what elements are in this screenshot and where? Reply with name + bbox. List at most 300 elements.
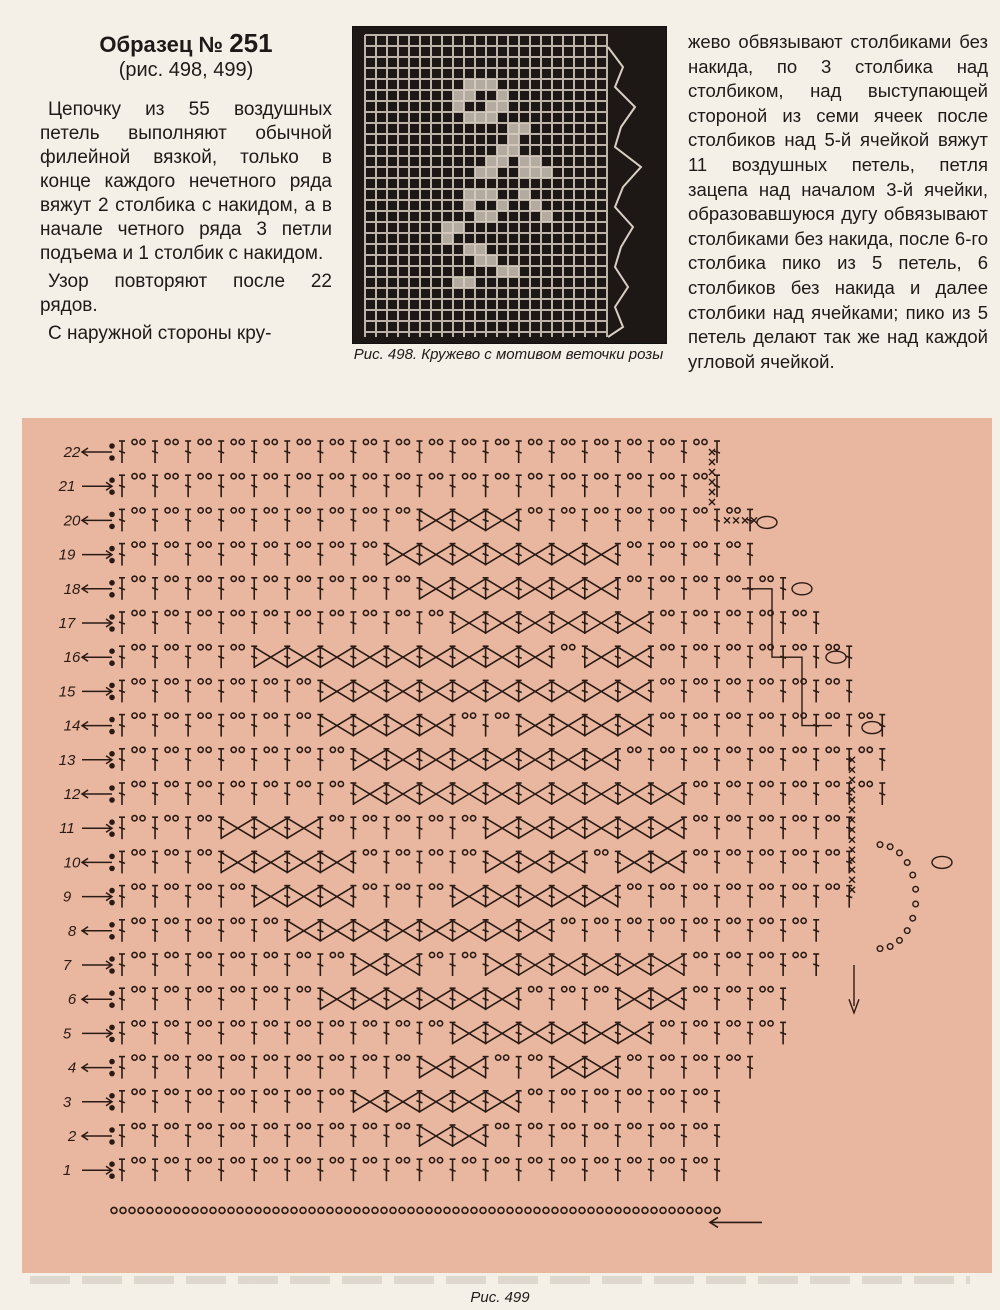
turning-chain — [110, 832, 114, 836]
dc-stitch-bar — [747, 656, 753, 658]
dc-stitch-bar — [714, 690, 720, 692]
chain-stitch — [305, 1055, 310, 1060]
chain-stitch — [735, 781, 740, 786]
dc-stitch-bar — [119, 896, 125, 898]
chain-stitch — [206, 542, 211, 547]
dc-stitch-bar — [615, 690, 621, 692]
dc-stitch-bar — [450, 827, 456, 829]
chain-stitch — [272, 542, 277, 547]
dc-stitch-bar — [483, 930, 489, 932]
dc-stitch-bar — [119, 827, 125, 829]
dc-stitch-bar — [218, 690, 224, 692]
dc-stitch-bar — [681, 793, 687, 795]
row-number-label: 10 — [63, 854, 81, 872]
dc-stitch-bar — [582, 1169, 588, 1171]
chain-stitch — [595, 987, 600, 992]
dc-stitch-bar — [549, 1032, 555, 1034]
chain-stitch — [173, 508, 178, 513]
chain-stitch — [173, 1089, 178, 1094]
chain-stitch — [429, 850, 434, 855]
chain-stitch — [669, 1207, 675, 1213]
chain-stitch — [132, 645, 137, 650]
chain-stitch — [529, 508, 534, 513]
dc-stitch-bar — [119, 793, 125, 795]
dc-stitch-bar — [648, 998, 654, 1000]
dc-stitch-bar — [681, 759, 687, 761]
chain-stitch — [694, 576, 699, 581]
dc-stitch-bar — [549, 588, 555, 590]
dc-stitch-bar — [185, 896, 191, 898]
chain-stitch — [669, 884, 674, 889]
chain-stitch — [330, 1089, 335, 1094]
chain-stitch — [264, 1021, 269, 1026]
dc-stitch-bar — [780, 896, 786, 898]
chain-stitch — [661, 679, 666, 684]
chain-stitch — [264, 1207, 270, 1213]
turning-chain — [110, 1025, 114, 1029]
dc-stitch-bar — [417, 451, 423, 453]
chain-stitch — [327, 1207, 333, 1213]
chain-stitch — [669, 576, 674, 581]
chain-stitch — [264, 1123, 269, 1128]
chain-stitch — [793, 747, 798, 752]
dc-stitch-bar — [284, 690, 290, 692]
chain-stitch — [173, 439, 178, 444]
dc-stitch-bar — [615, 930, 621, 932]
chain-stitch — [165, 1123, 170, 1128]
heading-label: Образец № — [99, 32, 224, 57]
chain-stitch — [768, 918, 773, 923]
dc-stitch-bar — [284, 519, 290, 521]
dc-stitch-bar — [251, 690, 257, 692]
chain-stitch — [231, 508, 236, 513]
row-number-label: 1 — [62, 1162, 72, 1180]
dc-stitch-bar — [417, 554, 423, 556]
chain-stitch — [834, 781, 839, 786]
dc-stitch-bar — [317, 759, 323, 761]
dc-stitch-bar — [549, 896, 555, 898]
chain-stitch — [694, 439, 699, 444]
chain-stitch — [404, 508, 409, 513]
chain-stitch — [231, 884, 236, 889]
dc-stitch-bar — [648, 1067, 654, 1069]
chain-stitch — [437, 1158, 442, 1163]
chain-stitch — [132, 747, 137, 752]
chain-stitch — [498, 1207, 504, 1213]
chain-stitch — [165, 508, 170, 513]
chain-stitch — [702, 884, 707, 889]
chain-stitch — [165, 1207, 171, 1213]
dc-stitch-bar — [483, 1169, 489, 1171]
chain-stitch — [297, 952, 302, 957]
dc-stitch-bar — [152, 725, 158, 727]
chain-stitch — [173, 1158, 178, 1163]
dc-stitch-bar — [615, 656, 621, 658]
chain-stitch — [735, 1021, 740, 1026]
dc-stitch-bar — [648, 519, 654, 521]
chain-stitch — [165, 747, 170, 752]
chain-stitch — [201, 1207, 207, 1213]
dc-stitch-bar — [119, 554, 125, 556]
dc-stitch-bar — [383, 485, 389, 487]
chain-stitch — [165, 884, 170, 889]
dc-stitch-bar — [350, 451, 356, 453]
chain-stitch — [603, 987, 608, 992]
dc-stitch-bar — [681, 690, 687, 692]
chain-stitch — [529, 1123, 534, 1128]
crochet-chart-diagram — [22, 418, 992, 1273]
dc-stitch-bar — [450, 588, 456, 590]
chain-stitch — [239, 645, 244, 650]
chain-stitch — [661, 1021, 666, 1026]
chain-stitch — [570, 1158, 575, 1163]
chain-stitch — [206, 576, 211, 581]
dc-stitch-bar — [119, 656, 125, 658]
chain-stitch — [264, 918, 269, 923]
dc-stitch-bar — [582, 964, 588, 966]
dc-stitch-bar — [516, 759, 522, 761]
chain-stitch — [694, 508, 699, 513]
chain-stitch — [826, 781, 831, 786]
chain-stitch — [228, 1207, 234, 1213]
chain-stitch — [363, 542, 368, 547]
chain-stitch — [330, 1021, 335, 1026]
chain-stitch — [496, 713, 501, 718]
dc-stitch-bar — [582, 725, 588, 727]
chain-stitch — [702, 816, 707, 821]
chain-stitch — [651, 1207, 657, 1213]
dc-stitch-bar — [648, 451, 654, 453]
dc-stitch-bar — [714, 759, 720, 761]
chain-stitch — [694, 713, 699, 718]
chain-stitch — [206, 1158, 211, 1163]
chain-stitch — [669, 439, 674, 444]
chain-stitch — [404, 610, 409, 615]
chain-stitch — [305, 747, 310, 752]
chain-stitch — [437, 816, 442, 821]
chain-stitch — [801, 816, 806, 821]
chain-stitch — [173, 952, 178, 957]
chain-stitch — [768, 952, 773, 957]
turning-chain — [110, 1140, 114, 1144]
chain-stitch — [694, 952, 699, 957]
chain-stitch — [913, 901, 919, 907]
chain-stitch — [727, 542, 732, 547]
chain-stitch — [140, 952, 145, 957]
turning-chain — [110, 935, 114, 939]
chain-stitch — [702, 679, 707, 684]
chain-stitch — [570, 474, 575, 479]
dc-stitch-bar — [714, 554, 720, 556]
chain-stitch — [132, 1021, 137, 1026]
dc-stitch-bar — [383, 998, 389, 1000]
dc-stitch-bar — [483, 554, 489, 556]
chain-stitch — [140, 508, 145, 513]
chain-stitch — [272, 1089, 277, 1094]
chain-stitch — [859, 747, 864, 752]
dc-stitch-bar — [218, 1032, 224, 1034]
chain-stitch — [272, 508, 277, 513]
dc-stitch-bar — [615, 725, 621, 727]
chain-stitch — [877, 842, 883, 848]
chain-stitch — [470, 713, 475, 718]
chain-stitch — [669, 474, 674, 479]
dc-stitch-bar — [185, 793, 191, 795]
chain-stitch — [371, 1123, 376, 1128]
chain-stitch — [537, 1158, 542, 1163]
chain-stitch — [305, 508, 310, 513]
dc-stitch-bar — [218, 1101, 224, 1103]
chain-stitch — [363, 576, 368, 581]
row-number-label: 6 — [67, 991, 77, 1009]
chain-stitch — [231, 542, 236, 547]
chain-stitch — [603, 474, 608, 479]
dc-stitch-bar — [681, 861, 687, 863]
dc-stitch-bar — [648, 656, 654, 658]
chain-stitch — [897, 938, 903, 944]
dc-stitch-bar — [450, 451, 456, 453]
chain-stitch — [404, 474, 409, 479]
turning-chain — [110, 1128, 114, 1132]
chain-stitch — [297, 1123, 302, 1128]
chain-stitch — [603, 918, 608, 923]
dc-stitch-bar — [218, 896, 224, 898]
dc-stitch-bar — [846, 690, 852, 692]
dc-stitch-bar — [152, 1032, 158, 1034]
chain-stitch — [793, 781, 798, 786]
dc-stitch-bar — [450, 861, 456, 863]
dc-stitch-bar — [152, 588, 158, 590]
dc-stitch-bar — [350, 1032, 356, 1034]
chain-stitch — [140, 645, 145, 650]
chain-stitch — [363, 508, 368, 513]
dc-stitch-bar — [483, 793, 489, 795]
dc-stitch-bar — [119, 519, 125, 521]
chain-stitch — [338, 816, 343, 821]
chain-stitch — [305, 713, 310, 718]
chain-stitch — [132, 713, 137, 718]
dc-stitch-bar — [582, 485, 588, 487]
dc-stitch-bar — [119, 964, 125, 966]
chain-stitch — [206, 679, 211, 684]
chain-stitch — [231, 679, 236, 684]
chain-stitch — [231, 747, 236, 752]
chain-stitch — [198, 1021, 203, 1026]
chain-stitch — [371, 576, 376, 581]
chain-stitch — [669, 747, 674, 752]
dc-stitch-bar — [516, 588, 522, 590]
chain-stitch — [702, 952, 707, 957]
dc-stitch-bar — [681, 554, 687, 556]
dc-stitch-bar — [284, 998, 290, 1000]
chain-stitch — [429, 1158, 434, 1163]
dc-stitch-bar — [251, 519, 257, 521]
dc-stitch-bar — [284, 1067, 290, 1069]
dc-stitch-bar — [747, 519, 753, 521]
chain-stitch — [801, 952, 806, 957]
dc-stitch-bar — [185, 554, 191, 556]
chain-stitch — [371, 439, 376, 444]
chain-stitch — [363, 610, 368, 615]
chain-stitch — [801, 850, 806, 855]
turning-chain — [110, 478, 114, 482]
chain-stitch — [198, 610, 203, 615]
chain-stitch — [173, 474, 178, 479]
chain-stitch — [462, 474, 467, 479]
chain-stitch — [603, 1123, 608, 1128]
dc-stitch-bar — [681, 1032, 687, 1034]
dc-stitch-bar — [185, 451, 191, 453]
dc-stitch-bar — [152, 930, 158, 932]
chain-stitch — [198, 713, 203, 718]
chain-stitch — [636, 542, 641, 547]
chain-stitch — [624, 1207, 630, 1213]
chain-stitch — [198, 645, 203, 650]
dc-stitch-bar — [747, 861, 753, 863]
figure-reference: (рис. 498, 499) — [118, 59, 254, 81]
chain-stitch — [165, 439, 170, 444]
row-number-label: 4 — [67, 1059, 77, 1077]
chain-stitch — [371, 884, 376, 889]
chain-stitch — [198, 679, 203, 684]
chain-stitch — [132, 781, 137, 786]
row-number-label: 3 — [62, 1093, 72, 1111]
chain-stitch — [696, 1207, 702, 1213]
chain-stitch — [336, 1207, 342, 1213]
dc-stitch-bar — [483, 1135, 489, 1137]
chain-stitch — [826, 884, 831, 889]
chain-stitch — [760, 610, 765, 615]
dc-stitch-bar — [185, 861, 191, 863]
dc-stitch-bar — [350, 588, 356, 590]
dc-stitch-bar — [648, 588, 654, 590]
chain-stitch — [859, 713, 864, 718]
chain-stitch — [727, 1055, 732, 1060]
dc-stitch-bar — [615, 451, 621, 453]
chain-stitch — [371, 610, 376, 615]
chain-stitch — [371, 474, 376, 479]
chain-stitch — [198, 850, 203, 855]
chain-stitch — [297, 508, 302, 513]
dc-stitch-bar — [317, 1101, 323, 1103]
chain-stitch — [768, 747, 773, 752]
chain-stitch — [132, 987, 137, 992]
dc-stitch-bar — [813, 827, 819, 829]
chain-stitch — [793, 645, 798, 650]
chain-stitch — [338, 474, 343, 479]
dc-stitch-bar — [450, 759, 456, 761]
dc-stitch-bar — [846, 896, 852, 898]
chain-stitch — [371, 542, 376, 547]
dc-stitch-bar — [317, 1067, 323, 1069]
chain-stitch — [702, 645, 707, 650]
chain-stitch — [354, 1207, 360, 1213]
chain-stitch — [877, 946, 883, 952]
dc-stitch-bar — [284, 1101, 290, 1103]
chain-stitch — [231, 576, 236, 581]
dc-stitch-bar — [185, 1135, 191, 1137]
dc-stitch-bar — [152, 622, 158, 624]
chain-stitch — [702, 1055, 707, 1060]
chain-stitch — [661, 1055, 666, 1060]
chain-stitch — [661, 1158, 666, 1163]
dc-stitch-bar — [383, 930, 389, 932]
chain-stitch — [192, 1207, 198, 1213]
chain-stitch — [429, 884, 434, 889]
dc-stitch-bar — [648, 1135, 654, 1137]
dc-stitch-bar — [615, 554, 621, 556]
chain-stitch — [318, 1207, 324, 1213]
chain-stitch — [239, 1123, 244, 1128]
chain-stitch — [496, 1123, 501, 1128]
chain-stitch — [768, 987, 773, 992]
chain-stitch — [305, 987, 310, 992]
dc-stitch-bar — [284, 827, 290, 829]
dc-stitch-bar — [483, 485, 489, 487]
chain-stitch — [429, 439, 434, 444]
dc-stitch-bar — [417, 519, 423, 521]
dc-stitch-bar — [417, 861, 423, 863]
chain-stitch — [636, 1123, 641, 1128]
chain-stitch — [768, 816, 773, 821]
chain-stitch — [702, 542, 707, 547]
chain-stitch — [231, 952, 236, 957]
dc-stitch-bar — [251, 998, 257, 1000]
chain-stitch — [562, 508, 567, 513]
chain-stitch — [768, 576, 773, 581]
chain-stitch — [156, 1207, 162, 1213]
dc-stitch-bar — [615, 964, 621, 966]
chain-stitch — [562, 1158, 567, 1163]
dc-stitch-bar — [251, 930, 257, 932]
chain-stitch — [132, 610, 137, 615]
chain-stitch — [165, 816, 170, 821]
dc-stitch-bar — [648, 861, 654, 863]
chain-stitch — [417, 1207, 423, 1213]
chain-stitch — [606, 1207, 612, 1213]
chain-stitch — [504, 713, 509, 718]
dc-stitch-bar — [450, 690, 456, 692]
dc-stitch-bar — [185, 1032, 191, 1034]
chain-stitch — [371, 1158, 376, 1163]
dc-stitch-bar — [549, 1169, 555, 1171]
chain-stitch — [239, 987, 244, 992]
chain-stitch — [727, 747, 732, 752]
dc-stitch-bar — [350, 690, 356, 692]
dc-stitch-bar — [417, 1032, 423, 1034]
dc-stitch-bar — [317, 656, 323, 658]
chain-stitch — [504, 1055, 509, 1060]
chain-stitch — [338, 610, 343, 615]
chain-stitch — [429, 816, 434, 821]
chain-stitch — [206, 850, 211, 855]
chain-stitch — [661, 576, 666, 581]
chain-stitch — [801, 781, 806, 786]
dc-stitch-bar — [383, 827, 389, 829]
dc-stitch-bar — [714, 588, 720, 590]
chain-stitch — [636, 918, 641, 923]
dc-stitch-bar — [648, 896, 654, 898]
dc-stitch-bar — [417, 998, 423, 1000]
left-column — [40, 30, 332, 350]
dc-stitch-bar — [681, 622, 687, 624]
chain-stitch — [132, 850, 137, 855]
chain-stitch — [760, 747, 765, 752]
chain-stitch — [597, 1207, 603, 1213]
dc-stitch-bar — [350, 896, 356, 898]
chain-stitch — [735, 816, 740, 821]
chain-stitch — [272, 474, 277, 479]
